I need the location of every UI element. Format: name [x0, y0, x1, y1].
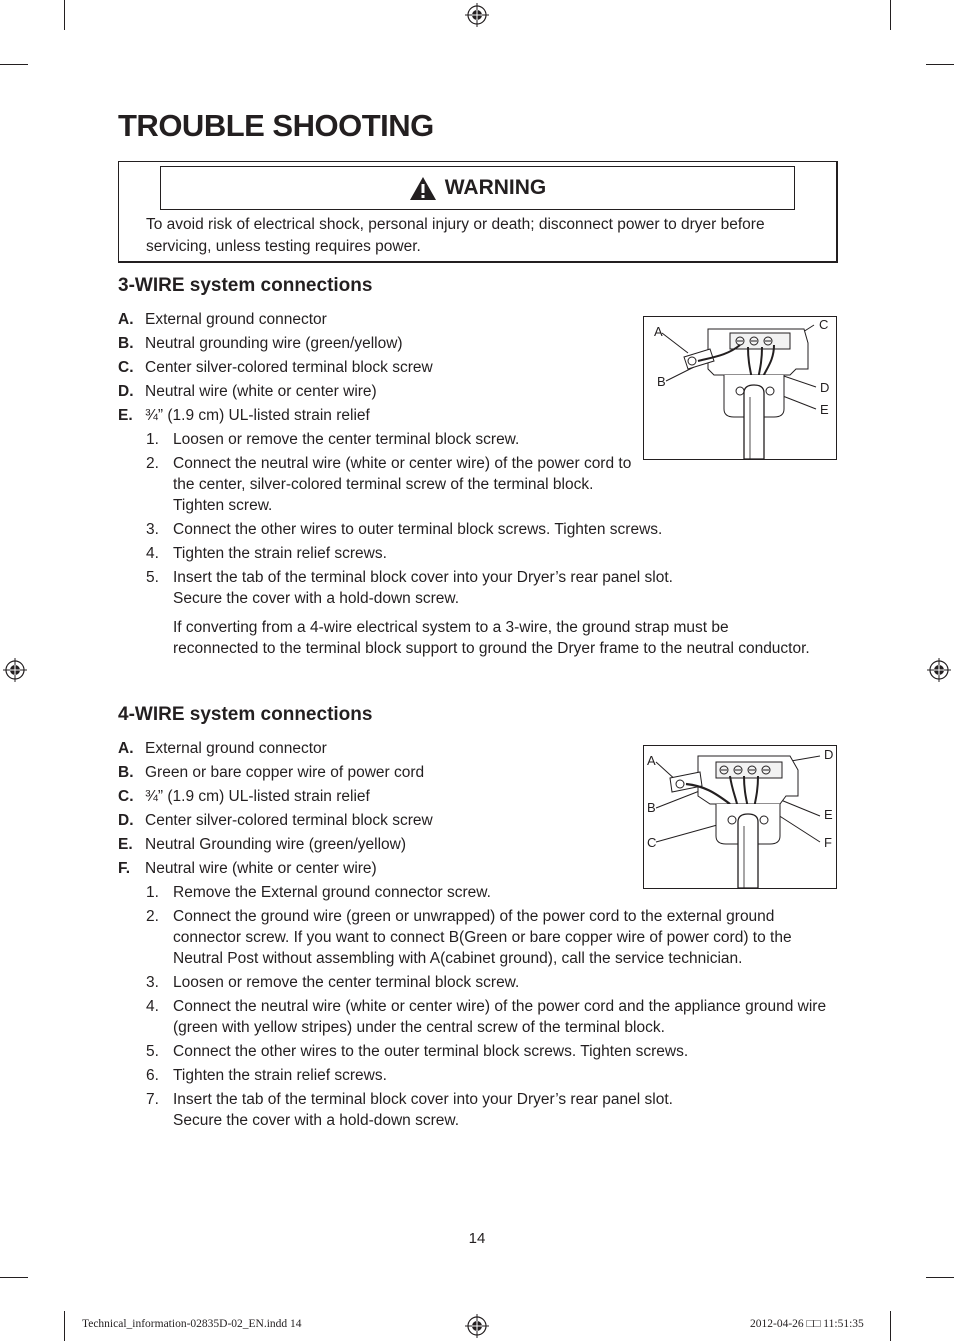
step-text: Connect the other wires to outer terminal block screws. Tighten screws. — [173, 521, 663, 538]
step-text: Connect the other wires to the outer terminal block screws. Tighten screws. — [173, 1043, 689, 1060]
four-wire-heading: 4-WIRE system connections — [118, 704, 373, 725]
step-number: 4. — [146, 545, 159, 562]
figure-label: C — [647, 835, 657, 850]
list-item — [146, 906, 836, 969]
figure-label: F — [824, 835, 832, 850]
figure-label: E — [820, 402, 829, 417]
part-text: Neutral grounding wire (green/yellow) — [145, 335, 403, 352]
warning-header — [160, 166, 795, 210]
part-text: Neutral wire (white or center wire) — [145, 383, 377, 400]
crop-mark — [926, 1277, 954, 1278]
part-letter: B. — [118, 764, 134, 781]
crop-mark — [0, 64, 28, 65]
registration-mark-icon — [3, 658, 27, 682]
figure-label: A — [647, 753, 656, 768]
step-text: Connect the ground wire (green or unwrapped) of the power cord to the external ground connector screw. If you want to connect B(Green or bare copper wire of power cord) to the Neutral Post without assembling with A(cabinet ground), call the service technician. — [173, 908, 792, 967]
part-letter: E. — [118, 407, 133, 424]
crop-mark — [64, 0, 65, 30]
list-item — [146, 543, 826, 564]
part-letter: C. — [118, 788, 134, 805]
warning-label: WARNING — [444, 176, 547, 199]
page-number: 14 — [468, 1230, 486, 1247]
step-number: 1. — [146, 884, 159, 901]
step-text: Connect the neutral wire (white or center wire) of the power cord and the appliance ground wire (green with yellow stripes) under the central screw of the terminal block. — [173, 998, 827, 1036]
list-item — [146, 996, 836, 1038]
step-number: 7. — [146, 1091, 159, 1108]
step-text: Tighten the strain relief screws. — [173, 1067, 387, 1084]
three-wire-heading: 3-WIRE system connections — [118, 275, 373, 296]
part-text: Center silver-colored terminal block screw — [145, 812, 433, 829]
part-letter: A. — [118, 740, 134, 757]
part-text: External ground connector — [145, 740, 327, 757]
figure-label: E — [824, 807, 833, 822]
part-letter: D. — [118, 383, 134, 400]
list-item — [146, 429, 686, 450]
registration-mark-icon — [465, 1314, 489, 1338]
step-number: 5. — [146, 569, 159, 586]
warning-triangle-icon — [409, 176, 437, 201]
three-wire-diagram — [643, 316, 837, 460]
part-letter: C. — [118, 359, 134, 376]
list-item — [146, 1041, 836, 1062]
list-item — [146, 1065, 836, 1086]
step-text: Loosen or remove the center terminal block screw. — [173, 431, 520, 448]
part-letter: F. — [118, 860, 131, 877]
step-number: 2. — [146, 908, 159, 925]
step-number: 4. — [146, 998, 159, 1015]
step-text: Connect the neutral wire (white or center wire) of the power cord to the center, silver-colored terminal screw of the terminal block. Tighten screw. — [173, 455, 632, 514]
part-letter: E. — [118, 836, 133, 853]
list-item — [146, 453, 636, 516]
figure-label: C — [819, 317, 829, 332]
list-item — [146, 972, 836, 993]
four-wire-diagram — [643, 745, 837, 889]
step-number: 3. — [146, 974, 159, 991]
crop-mark — [64, 1311, 65, 1341]
part-text: Center silver-colored terminal block screw — [145, 359, 433, 376]
registration-mark-icon — [465, 3, 489, 27]
file-slug: Technical_information-02835D-02_EN.indd 14 — [82, 1318, 302, 1330]
crop-mark — [0, 1277, 28, 1278]
step-number: 3. — [146, 521, 159, 538]
crop-mark — [926, 64, 954, 65]
part-text: External ground connector — [145, 311, 327, 328]
part-text: Neutral Grounding wire (green/yellow) — [145, 836, 407, 853]
three-wire-note: If converting from a 4-wire electrical system to a 3-wire, the ground strap must be reconnected to the terminal block support to ground the Dryer frame to the neutral conductor. — [173, 619, 810, 657]
list-item — [146, 519, 826, 540]
part-text: ¾” (1.9 cm) UL-listed strain relief — [145, 407, 370, 424]
registration-mark-icon — [927, 658, 951, 682]
page-title: TROUBLE SHOOTING — [118, 108, 434, 143]
step-number: 1. — [146, 431, 159, 448]
crop-mark — [890, 1311, 891, 1341]
figure-label: D — [820, 380, 830, 395]
part-text: ¾” (1.9 cm) UL-listed strain relief — [145, 788, 370, 805]
part-letter: A. — [118, 311, 134, 328]
four-wire-steps — [146, 882, 836, 1134]
figure-label: B — [647, 800, 656, 815]
part-text: Neutral wire (white or center wire) — [145, 860, 377, 877]
list-item — [146, 567, 711, 609]
figure-label: A — [654, 324, 663, 339]
step-text: Loosen or remove the center terminal block screw. — [173, 974, 520, 991]
figure-label: D — [824, 747, 834, 762]
step-number: 2. — [146, 455, 159, 472]
list-item — [146, 1089, 711, 1131]
figure-label: B — [657, 374, 666, 389]
crop-mark — [890, 0, 891, 30]
step-text: Insert the tab of the terminal block cover into your Dryer’s rear panel slot. Secure the cover with a hold-down screw. — [173, 569, 673, 607]
step-number: 6. — [146, 1067, 159, 1084]
part-text: Green or bare copper wire of power cord — [145, 764, 425, 781]
step-text: Insert the tab of the terminal block cover into your Dryer’s rear panel slot. Secure the cover with a hold-down screw. — [173, 1091, 673, 1129]
timestamp-slug: 2012-04-26 □□ 11:51:35 — [750, 1318, 864, 1330]
step-number: 5. — [146, 1043, 159, 1060]
step-text: Remove the External ground connector screw. — [173, 884, 491, 901]
part-letter: B. — [118, 335, 134, 352]
warning-text: To avoid risk of electrical shock, personal injury or death; disconnect power to dryer before servicing, unless testing requires power. — [146, 216, 765, 255]
step-text: Tighten the strain relief screws. — [173, 545, 387, 562]
part-letter: D. — [118, 812, 134, 829]
